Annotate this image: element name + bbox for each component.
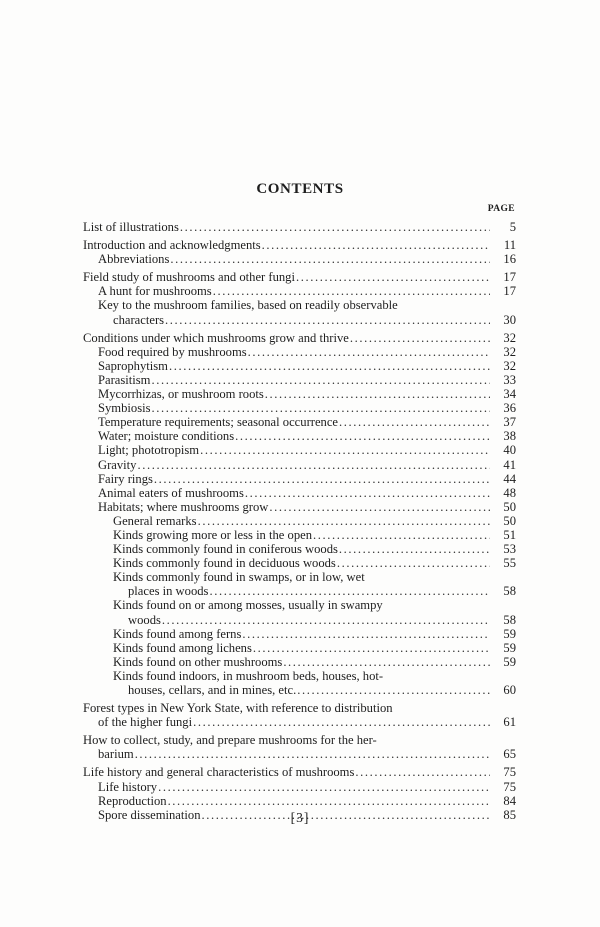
toc-entry-title: A hunt for mushrooms (98, 284, 212, 299)
dot-leader (162, 613, 490, 627)
toc-entry-page-number: 61 (503, 715, 516, 730)
dot-leader (165, 313, 490, 327)
toc-entry-page-number: 30 (503, 312, 516, 327)
toc-entry-title: barium (98, 747, 134, 762)
toc-entry (83, 514, 516, 528)
toc-entry (83, 298, 516, 326)
dot-leader (198, 514, 490, 528)
toc-entry (83, 401, 516, 415)
dot-leader (269, 500, 490, 514)
toc-entry-page-number: 59 (503, 640, 516, 655)
toc-entry (83, 780, 516, 794)
dot-leader (297, 683, 490, 697)
toc-entry (83, 794, 516, 808)
toc-entry-page-number: 51 (503, 527, 516, 542)
dot-leader (158, 780, 490, 794)
toc-entry-title: Kinds found among ferns (113, 626, 242, 641)
toc-entry-title: Food required by mushrooms (98, 344, 247, 359)
dot-leader (135, 747, 490, 761)
dot-leader (296, 270, 490, 284)
toc-entry (83, 331, 516, 345)
toc-entry-title: General remarks (113, 513, 197, 528)
toc-entry-page-number: 75 (503, 779, 516, 794)
toc-entry-title: Saprophytism (98, 358, 168, 373)
toc-entry-title: List of illustrations (83, 220, 179, 234)
toc-entry (83, 373, 516, 387)
toc-entry (83, 733, 516, 761)
toc-entry-page-number: 40 (503, 443, 516, 458)
toc-entry (83, 542, 516, 556)
toc-entry-title: Light; phototropism (98, 443, 200, 458)
contents-heading: CONTENTS (256, 181, 344, 197)
toc-entry-title: Conditions under which mushrooms grow and thrive (83, 330, 349, 345)
toc-entry-page-number: 59 (503, 654, 516, 669)
toc-entry (83, 252, 516, 266)
toc-entry-page-number: 50 (503, 499, 516, 514)
toc-entry-page-number: 50 (503, 513, 516, 528)
dot-leader (283, 655, 490, 669)
toc-entry-page-number: 34 (503, 387, 516, 402)
toc-entry-page-number: 17 (503, 270, 516, 285)
toc-entry (83, 345, 516, 359)
toc-entry (83, 701, 516, 729)
toc-entry (83, 528, 516, 542)
toc-entry (83, 458, 516, 472)
toc-entry-title: Kinds commonly found in coniferous woods (113, 542, 338, 557)
toc-entry (83, 556, 516, 570)
toc-entry-text-line: Kinds found on or among mosses, usually in swampy (113, 598, 383, 613)
toc-entry-page-number: 60 (503, 683, 516, 697)
toc-entry-title: Kinds commonly found in deciduous woods (113, 556, 336, 571)
dot-leader (262, 238, 490, 252)
toc-entry (83, 765, 516, 779)
toc-entry-page-number: 55 (503, 556, 516, 571)
toc-entry (83, 359, 516, 373)
dot-leader (209, 584, 490, 598)
dot-leader (151, 373, 490, 387)
toc-entry-text-line: Forest types in New York State, with reference to distribution (83, 701, 393, 716)
toc-entry-page-number: 84 (503, 793, 516, 808)
dot-leader (337, 556, 490, 570)
toc-entry (83, 220, 516, 234)
toc-entry-title: woods (128, 612, 161, 627)
table-of-contents (83, 220, 516, 822)
toc-entry (83, 472, 516, 486)
toc-entry-text-line: Kinds commonly found in swamps, or in low, wet (113, 570, 365, 585)
dot-leader (235, 429, 490, 443)
toc-entry-title: Kinds found on other mushrooms (113, 654, 283, 669)
toc-entry-title: Fairy rings (98, 471, 153, 486)
toc-entry-title: of the higher fungi (98, 715, 193, 730)
toc-entry (83, 284, 516, 298)
toc-entry (83, 598, 516, 626)
dot-leader (313, 528, 490, 542)
dot-leader (180, 220, 490, 234)
toc-entry-page-number: 58 (503, 612, 516, 627)
dot-leader (339, 415, 490, 429)
toc-entry-page-number: 75 (503, 765, 516, 780)
toc-entry-page-number: 48 (503, 485, 516, 500)
toc-entry-page-number: 58 (503, 584, 516, 599)
toc-entry-page-number: 38 (503, 429, 516, 444)
toc-entry-page-number: 85 (503, 807, 516, 822)
dot-leader (193, 715, 490, 729)
toc-entry (83, 443, 516, 457)
toc-entry-title: Habitats; where mushrooms grow (98, 499, 269, 514)
toc-entry-title: Animal eaters of mushrooms (98, 485, 244, 500)
toc-entry-page-number: 16 (503, 252, 516, 267)
toc-entry-title: characters (113, 312, 165, 327)
toc-entry-title: Spore dissemination (98, 807, 201, 822)
toc-entry-page-number: 11 (503, 238, 516, 253)
toc-entry-page-number: 17 (503, 284, 516, 299)
toc-entry-title: Water; moisture conditions (98, 429, 235, 444)
toc-entry-title: Reproduction (98, 793, 167, 808)
toc-entry-title: Field study of mushrooms and other fungi (83, 270, 295, 285)
toc-entry-page-number: 65 (503, 747, 516, 762)
dot-leader (350, 331, 490, 345)
toc-entry (83, 270, 516, 284)
dot-leader (253, 641, 490, 655)
toc-entry (83, 415, 516, 429)
toc-entry-text-line: How to collect, study, and prepare mushrooms for the her- (83, 733, 377, 748)
toc-entry-title: Life history and general characteristics of mushrooms (83, 765, 355, 780)
toc-entry-page-number: 32 (503, 330, 516, 345)
toc-entry-text-line: Kinds found indoors, in mushroom beds, houses, hot- (113, 668, 384, 683)
toc-entry (83, 500, 516, 514)
toc-entry-page-number: 32 (503, 358, 516, 373)
toc-entry-title: Abbreviations (98, 252, 170, 267)
toc-entry-page-number: 32 (503, 344, 516, 359)
toc-entry-title: Temperature requirements; seasonal occurrence (98, 415, 339, 430)
toc-entry-page-number: 33 (503, 372, 516, 387)
toc-entry (83, 486, 516, 500)
toc-entry-title: Kinds growing more or less in the open (113, 527, 313, 542)
toc-entry-title: Symbiosis (98, 401, 151, 416)
toc-entry-page-number: 41 (503, 457, 516, 472)
toc-entry-title: Gravity (98, 457, 137, 472)
toc-entry (83, 641, 516, 655)
toc-entry (83, 627, 516, 641)
dot-leader (200, 443, 490, 457)
dot-leader (339, 542, 490, 556)
dot-leader (355, 765, 490, 779)
toc-entry (83, 655, 516, 669)
toc-entry-title: Introduction and acknowledgments (83, 238, 261, 253)
dot-leader (242, 627, 490, 641)
dot-leader (245, 486, 490, 500)
toc-entry-page-number: 36 (503, 401, 516, 416)
toc-entry-text-line: Key to the mushroom families, based on readily observable (98, 298, 398, 313)
dot-leader (152, 401, 491, 415)
dot-leader (154, 472, 490, 486)
dot-leader (213, 284, 490, 298)
toc-entry (83, 387, 516, 401)
dot-leader (248, 345, 490, 359)
toc-entry-page-number: 44 (503, 471, 516, 486)
page-number: [3] (290, 810, 310, 825)
toc-entry-title: Parasitism (98, 372, 151, 387)
toc-entry (83, 669, 516, 697)
toc-entry (83, 238, 516, 252)
dot-leader (168, 794, 490, 808)
toc-entry-page-number: 5 (509, 220, 516, 234)
toc-entry-page-number: 37 (503, 415, 516, 430)
dot-leader (265, 387, 490, 401)
toc-entry-title: Kinds found among lichens (113, 640, 252, 655)
toc-entry-page-number: 53 (503, 542, 516, 557)
dot-leader (169, 359, 490, 373)
toc-entry-page-number: 59 (503, 626, 516, 641)
toc-entry-title: Life history (98, 779, 158, 794)
toc-entry-title: Mycorrhizas, or mushroom roots (98, 387, 264, 402)
toc-entry (83, 570, 516, 598)
dot-leader (137, 458, 490, 472)
toc-entry-title: houses, cellars, and in mines, etc. (128, 683, 297, 697)
toc-entry-title: places in woods (128, 584, 209, 599)
page-column-label: PAGE (487, 204, 515, 214)
toc-entry (83, 429, 516, 443)
dot-leader (170, 252, 490, 266)
